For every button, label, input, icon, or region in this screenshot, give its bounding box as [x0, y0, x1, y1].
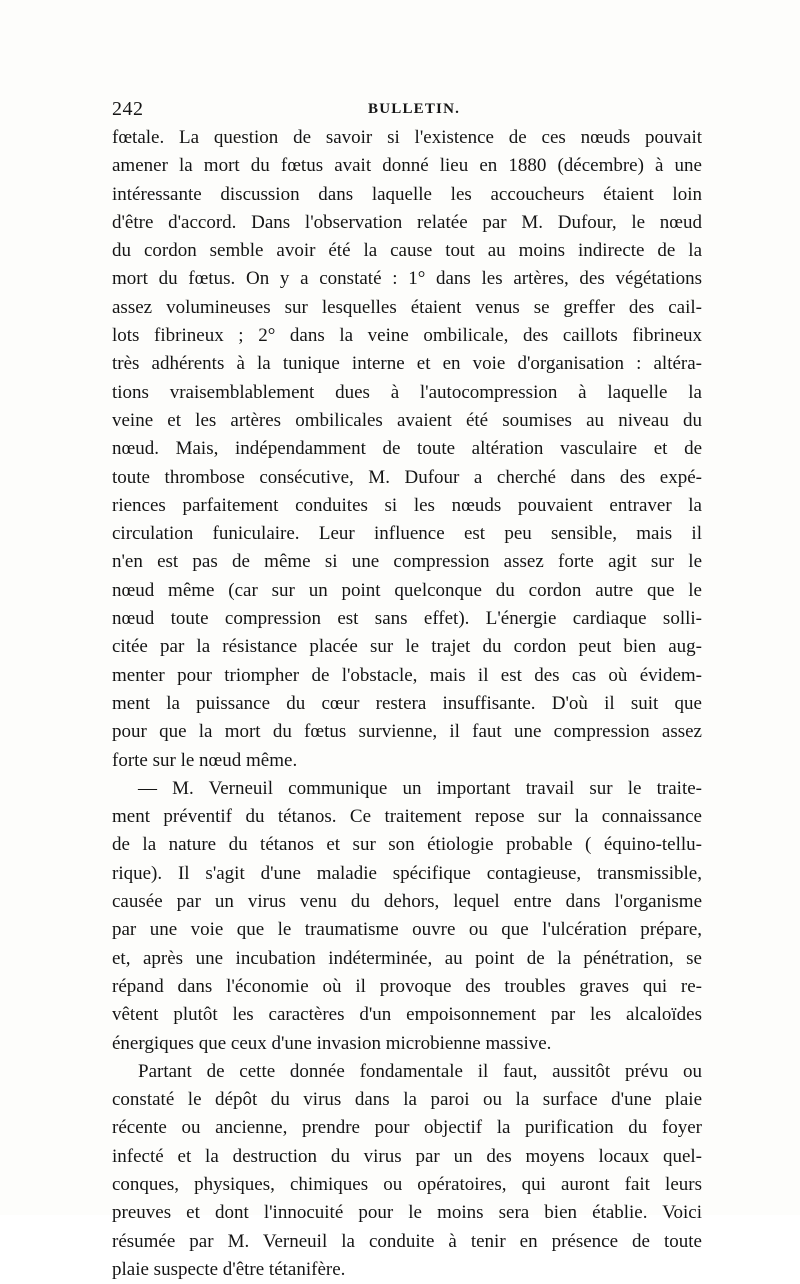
text-line: causée par un virus venu du dehors, lequel entre dans l'organisme	[112, 891, 702, 913]
text-line: énergiques que ceux d'une invasion microbienne massive.	[112, 1032, 552, 1054]
text-line: de la nature du tétanos et sur son étiologie probable ( équino-tellu-	[112, 834, 702, 856]
text-line: preuves et dont l'innocuité pour le moins sera bien établie. Voici	[112, 1202, 702, 1224]
text-line: intéressante discussion dans laquelle les accoucheurs étaient loin	[112, 183, 702, 205]
text-line: toute thrombose consécutive, M. Dufour a cherché dans des expé-	[112, 466, 702, 488]
text-line: par une voie que le traumatisme ouvre ou que l'ulcération prépare,	[112, 919, 702, 941]
text-line: riences parfaitement conduites si les nœuds pouvaient entraver la	[112, 494, 702, 516]
text-line: menter pour triompher de l'obstacle, mais il est des cas où évidem-	[112, 664, 702, 686]
text-line: tions vraisemblablement dues à l'autocompression à laquelle la	[112, 381, 702, 403]
text-line: forte sur le nœud même.	[112, 749, 298, 771]
text-line: répand dans l'économie où il provoque des troubles graves qui re-	[112, 975, 702, 997]
text-line: — M. Verneuil communique un important travail sur le traite-	[138, 777, 702, 799]
text-line: rique). Il s'agit d'une maladie spécifique contagieuse, transmissible,	[112, 862, 702, 884]
text-line: très adhérents à la tunique interne et en voie d'organisation : altéra-	[112, 353, 702, 375]
text-line: n'en est pas de même si une compression assez forte agit sur le	[112, 551, 702, 573]
text-line: ment la puissance du cœur restera insuffisante. D'où il suit que	[112, 692, 702, 714]
text-line: du cordon semble avoir été la cause tout au moins indirecte de la	[112, 240, 702, 262]
text-line: fœtale. La question de savoir si l'existence de ces nœuds pouvait	[112, 127, 702, 148]
text-line: ment préventif du tétanos. Ce traitement repose sur la connaissance	[112, 806, 702, 828]
text-line: conques, physiques, chimiques ou opératoires, qui auront fait leurs	[112, 1173, 702, 1195]
text-line: lots fibrineux ; 2° dans la veine ombilicale, des caillots fibrineux	[112, 325, 702, 347]
text-line: plaie suspecte d'être tétanifère.	[112, 1258, 346, 1280]
page-header	[112, 98, 702, 124]
text-line: infecté et la destruction du virus par un des moyens locaux quel-	[112, 1145, 702, 1167]
page-number: 242	[112, 98, 144, 120]
text-line: récente ou ancienne, prendre pour objectif la purification du foyer	[112, 1117, 702, 1139]
text-line: constaté le dépôt du virus dans la paroi ou la surface d'une plaie	[112, 1089, 702, 1111]
text-line: Partant de cette donnée fondamentale il faut, aussitôt prévu ou	[138, 1060, 702, 1082]
body-text	[112, 124, 702, 1284]
text-line: amener la mort du fœtus avait donné lieu en 1880 (décembre) à une	[112, 155, 702, 177]
text-line: assez volumineuses sur lesquelles étaient venus se greffer des cail-	[112, 296, 702, 318]
running-head: BULLETIN.	[368, 101, 461, 117]
text-line: résumée par M. Verneuil la conduite à tenir en présence de toute	[112, 1230, 702, 1252]
text-line: mort du fœtus. On y a constaté : 1° dans les artères, des végétations	[112, 268, 702, 290]
text-line: citée par la résistance placée sur le trajet du cordon peut bien aug-	[112, 636, 702, 658]
text-line: nœud même (car sur un point quelconque du cordon autre que le	[112, 579, 702, 601]
text-line: d'être d'accord. Dans l'observation relatée par M. Dufour, le nœud	[112, 211, 702, 233]
text-line: vêtent plutôt les caractères d'un empoisonnement par les alcaloïdes	[112, 1004, 702, 1026]
text-line: nœud. Mais, indépendamment de toute altération vasculaire et de	[112, 438, 702, 460]
text-line: pour que la mort du fœtus survienne, il faut une compression assez	[112, 721, 702, 743]
text-line: et, après une incubation indéterminée, au point de la pénétration, se	[112, 947, 702, 969]
text-line: veine et les artères ombilicales avaient été soumises au niveau du	[112, 409, 702, 431]
text-line: nœud toute compression est sans effet). L'énergie cardiaque solli-	[112, 608, 702, 630]
text-line: circulation funiculaire. Leur influence est peu sensible, mais il	[112, 523, 702, 545]
